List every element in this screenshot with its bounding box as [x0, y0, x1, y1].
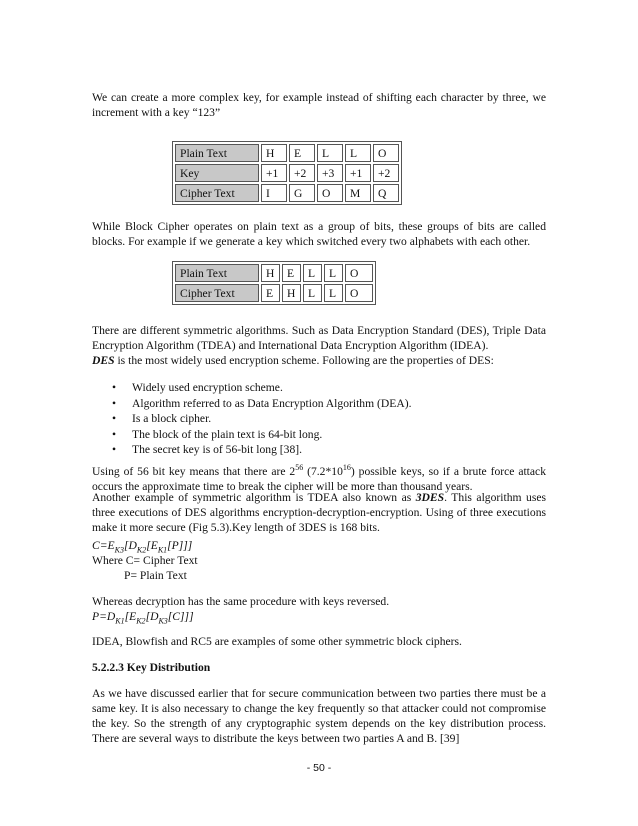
- table-cell: H: [261, 144, 287, 162]
- table-cell: E: [282, 264, 301, 282]
- bullet-icon: •: [112, 427, 117, 441]
- text-span: Another example of symmetric algorithm is TDEA also known as: [92, 491, 416, 504]
- row-label: Cipher Text: [175, 284, 259, 302]
- list-item-text: Widely used encryption scheme.: [132, 381, 283, 394]
- table-cell: +3: [317, 164, 343, 182]
- table-cell: L: [303, 264, 322, 282]
- subscript: K3: [158, 616, 168, 626]
- table-cell: O: [317, 184, 343, 202]
- table-cell: L: [303, 284, 322, 302]
- table-cell: Q: [373, 184, 399, 202]
- table-row: [175, 164, 399, 182]
- subscript: K1: [115, 616, 125, 626]
- text-span: ) possible keys, so if a brute force attack occurs the approximate time to break the cipher will be more than thousand years.: [92, 464, 546, 493]
- table-cell: I: [261, 184, 287, 202]
- table-cell: E: [261, 284, 280, 302]
- table-cell: M: [345, 184, 371, 202]
- other-ciphers-paragraph: IDEA, Blowfish and RC5 are examples of some other symmetric block ciphers.: [92, 635, 462, 648]
- table-cell: L: [345, 144, 371, 162]
- list-item-text: Algorithm referred to as Data Encryption Algorithm (DEA).: [132, 396, 412, 410]
- text-span: Using of 56 bit key means that there are 2: [92, 464, 296, 478]
- table-row: [175, 264, 373, 282]
- formula-part: [D: [123, 539, 137, 552]
- list-item: [112, 396, 532, 412]
- tdea-paragraph: [92, 490, 546, 535]
- algorithms-paragraph: [92, 323, 546, 368]
- text-span: (7.2*10: [303, 464, 343, 478]
- section-heading: 5.2.2.3 Key Distribution: [92, 661, 211, 674]
- formula-part: [D: [145, 610, 159, 623]
- table-cell: +1: [261, 164, 287, 182]
- des-term: DES: [92, 354, 115, 367]
- key-shift-table: [172, 141, 402, 205]
- list-item-text: Is a block cipher.: [132, 412, 212, 425]
- table-cell: L: [324, 264, 343, 282]
- bullet-icon: •: [112, 381, 117, 394]
- list-item: [112, 442, 532, 458]
- list-item-text: The secret key is of 56-bit long [38].: [132, 443, 302, 456]
- table-row: [175, 184, 399, 202]
- table-cell: G: [289, 184, 315, 202]
- des-properties-list: [112, 380, 532, 458]
- where-cipher-text: Where C= Cipher Text: [92, 554, 198, 567]
- table-row: [175, 144, 399, 162]
- table-cell: O: [373, 144, 399, 162]
- table-cell: +1: [345, 164, 371, 182]
- block-cipher-paragraph: While Block Cipher operates on plain text as a group of bits, these groups of bits are called blocks. For example if we generate a key which switched every two alphabets with each other.: [92, 220, 546, 248]
- list-item-text: The block of the plain text is 64-bit long.: [132, 427, 323, 441]
- exponent: 56: [295, 463, 304, 472]
- formula-part: [E: [124, 610, 137, 623]
- subscript: K2: [136, 616, 146, 626]
- table-cell: O: [345, 264, 373, 282]
- des-properties-intro: [92, 353, 546, 368]
- table-cell: H: [282, 284, 301, 302]
- formula-part: C=E: [92, 539, 115, 552]
- block-swap-table: [172, 261, 376, 305]
- des-description: is the most widely used encryption scheme. Following are the properties of DES:: [114, 354, 494, 367]
- table-row: [175, 284, 373, 302]
- subscript: K1: [157, 545, 168, 555]
- table-cell: L: [324, 284, 343, 302]
- key-size-paragraph: [92, 460, 546, 494]
- bullet-icon: •: [112, 443, 117, 456]
- formula-part: [C]]]: [167, 610, 194, 623]
- page-number: - 50 -: [306, 762, 332, 774]
- row-label: Cipher Text: [175, 184, 259, 202]
- bullet-icon: •: [112, 396, 117, 410]
- decryption-formula: [92, 609, 546, 628]
- key-distribution-paragraph: As we have discussed earlier that for secure communication between two parties there must be a same key. It is also necessary to change the key frequently so that attacker could not compromise the key. So the strength of any cryptographic system depends on the key distribution process. There are several ways to distribute the keys between two parties A and B. [39]: [92, 687, 546, 745]
- text-span: . This algorithm uses three executions of DES algorithms encryption-decryption-encryption. Using of three executions make it more secure (Fig 5.3).Key length of 3DES is 168 bits.: [92, 491, 546, 534]
- row-label: Plain Text: [175, 144, 259, 162]
- subscript: K3: [114, 545, 124, 555]
- row-label: Key: [175, 164, 259, 182]
- formula-part: [P]]]: [167, 539, 193, 552]
- list-item: [112, 427, 532, 443]
- 3des-term: 3DES: [415, 491, 445, 504]
- where-plain-text: P= Plain Text: [124, 569, 187, 582]
- table-cell: L: [317, 144, 343, 162]
- list-item: [112, 411, 532, 427]
- table-cell: +2: [373, 164, 399, 182]
- exponent: 16: [342, 463, 351, 472]
- table-cell: +2: [289, 164, 315, 182]
- decryption-paragraph: Whereas decryption has the same procedure with keys reversed.: [92, 595, 390, 608]
- formula-part: [E: [146, 539, 158, 552]
- table-cell: E: [289, 144, 315, 162]
- bullet-icon: •: [112, 412, 117, 425]
- row-label: Plain Text: [175, 264, 259, 282]
- table-cell: H: [261, 264, 280, 282]
- algorithms-intro: There are different symmetric algorithms. Such as Data Encryption Standard (DES), Triple Data Encryption Algorithm (TDEA) and International Data Encryption Algorithm (IDEA).: [92, 324, 546, 352]
- list-item: [112, 380, 532, 396]
- intro-paragraph: We can create a more complex key, for example instead of shifting each character by three, we increment with a key “123”: [92, 91, 546, 119]
- formula-part: P=D: [92, 610, 116, 623]
- table-cell: O: [345, 284, 373, 302]
- subscript: K2: [136, 545, 147, 555]
